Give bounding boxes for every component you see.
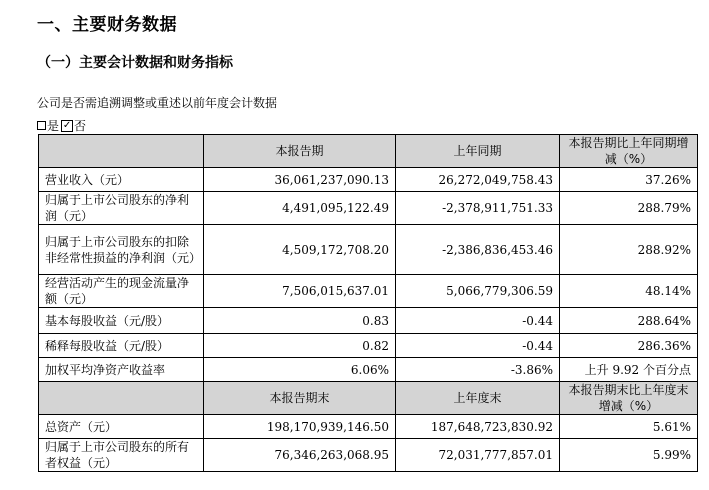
prior-value: -2,386,836,453.46 xyxy=(396,225,560,275)
table-row xyxy=(39,439,698,472)
current-value: 0.82 xyxy=(204,334,396,358)
prior-value: 72,031,777,857.01 xyxy=(396,439,560,472)
prior-value: 26,272,049,758.43 xyxy=(396,168,560,192)
row-label: 归属于上市公司股东的所有者权益（元） xyxy=(39,439,204,472)
header-cell: 上年度末 xyxy=(396,382,560,415)
change-value: 37.26% xyxy=(560,168,698,192)
change-value: 288.64% xyxy=(560,308,698,334)
row-label: 归属于上市公司股东的净利润（元） xyxy=(39,192,204,225)
change-value: 286.36% xyxy=(560,334,698,358)
table-row xyxy=(39,358,698,382)
current-value: 198,170,939,146.50 xyxy=(204,415,396,439)
current-value: 6.06% xyxy=(204,358,396,382)
table-header-row xyxy=(39,135,698,168)
checked-box-icon[interactable]: ✓ xyxy=(62,119,72,131)
header-cell: 本报告期末 xyxy=(204,382,396,415)
table-row xyxy=(39,275,698,308)
prior-value: -0.44 xyxy=(396,308,560,334)
current-value: 7,506,015,637.01 xyxy=(204,275,396,308)
header-cell: 上年同期 xyxy=(396,135,560,168)
row-label: 经营活动产生的现金流量净额（元） xyxy=(39,275,204,308)
change-value: 288.92% xyxy=(560,225,698,275)
subsection-heading: （一）主要会计数据和财务指标 xyxy=(37,55,233,71)
prior-value: 187,648,723,830.92 xyxy=(396,415,560,439)
change-value: 48.14% xyxy=(560,275,698,308)
header-cell xyxy=(39,135,204,168)
restatement-options xyxy=(37,117,86,134)
yes-option-label: 是 xyxy=(47,119,60,133)
section-heading: 一、主要财务数据 xyxy=(37,15,177,35)
table-row xyxy=(39,334,698,358)
table-row xyxy=(39,415,698,439)
change-value: 5.99% xyxy=(560,439,698,472)
header-cell: 本报告期末比上年度末增减（%） xyxy=(560,382,698,415)
current-value: 0.83 xyxy=(204,308,396,334)
table-row xyxy=(39,168,698,192)
change-value: 5.61% xyxy=(560,415,698,439)
row-label: 归属于上市公司股东的扣除非经常性损益的净利润（元） xyxy=(39,225,204,275)
row-label: 基本每股收益（元/股） xyxy=(39,308,204,334)
table-row xyxy=(39,192,698,225)
header-cell: 本报告期 xyxy=(204,135,396,168)
header-cell xyxy=(39,382,204,415)
table-row xyxy=(39,308,698,334)
row-label: 总资产（元） xyxy=(39,415,204,439)
change-value: 288.79% xyxy=(560,192,698,225)
row-label: 稀释每股收益（元/股） xyxy=(39,334,204,358)
current-value: 76,346,263,068.95 xyxy=(204,439,396,472)
financial-data-table xyxy=(38,134,698,472)
current-value: 4,491,095,122.49 xyxy=(204,192,396,225)
restatement-question: 公司是否需追溯调整或重述以前年度会计数据 xyxy=(37,96,278,110)
prior-value: 5,066,779,306.59 xyxy=(396,275,560,308)
prior-value: -3.86% xyxy=(396,358,560,382)
row-label: 加权平均净资产收益率 xyxy=(39,358,204,382)
table-row xyxy=(39,225,698,275)
row-label: 营业收入（元） xyxy=(39,168,204,192)
change-value: 上升 9.92 个百分点 xyxy=(560,358,698,382)
current-value: 4,509,172,708.20 xyxy=(204,225,396,275)
header-cell: 本报告期比上年同期增减（%） xyxy=(560,135,698,168)
prior-value: -2,378,911,751.33 xyxy=(396,192,560,225)
prior-value: -0.44 xyxy=(396,334,560,358)
no-option-label: 否 xyxy=(74,119,87,133)
unchecked-box-icon[interactable] xyxy=(37,121,46,130)
table-header-row xyxy=(39,382,698,415)
current-value: 36,061,237,090.13 xyxy=(204,168,396,192)
